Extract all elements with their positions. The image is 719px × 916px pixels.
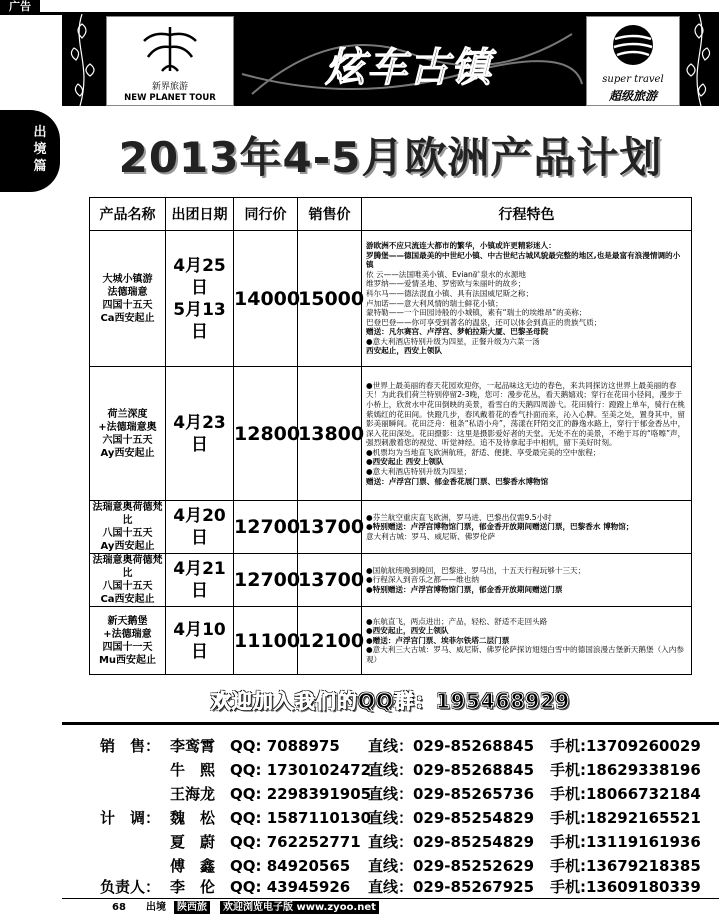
itinerary-cell [362,501,692,554]
section-side-tab [0,110,60,192]
table-row [90,231,692,367]
contact-name: 夏 蔚 [170,833,216,851]
header-departure-date: 出团日期 [166,198,234,231]
peer-price-cell: 12800 [234,367,298,501]
footer-brand: 陕西旅 [174,901,210,914]
contact-name: 李 伦 [170,878,216,896]
product-name-line: 新天鹅堡 [107,615,148,627]
contact-phone-line: 直线：029-85265736 [368,785,535,803]
contact-role: 销 售： [100,737,161,755]
product-name-cell [90,554,166,607]
departure-date-cell [166,367,234,501]
peer-price-cell: 12700 [234,501,298,554]
product-name-line: 八国十五天 [102,528,153,539]
sale-price-cell: 15000 [298,231,362,367]
itinerary-line: 赠送：凡尔赛宫、卢浮宫、梦帕拉斯大厦、巴黎圣母院 [366,327,549,337]
contact-row [62,875,719,900]
contact-row [62,782,719,807]
product-name-line: Ca西安起止 [100,312,155,324]
ad-tag: 广告 [0,0,40,14]
sale-price-cell: 13800 [298,367,362,501]
contact-mobile: 手机:18066732184 [550,785,701,803]
product-name-cell [90,607,166,675]
departure-date-cell [166,231,234,367]
contact-role: 负责人： [100,878,161,896]
departure-date: 4月20日 [173,506,226,548]
sale-price-cell: 13700 [298,501,362,554]
product-name-line: 六国十五天 [102,434,153,446]
product-table [89,197,692,675]
contact-mobile: 手机:13119161936 [550,833,701,851]
itinerary-line: ●世界上最美丽的春天花园欢迎你，一起品味这无边的春色，来共同探访这世界上最美丽的春天！为此我们荷兰特别停留2-3晚，您可：漫步花丛，看天鹅嬉戏；穿行在花田小径间，漫步于小桥上，欣赏水中花田倒映的美景，看雪白的天鹅四周游弋。花田骑行：蹬蹬上单车，骑行在桃紫嫣红的花田间。快蹬几步，春风戴着花的香气扑面而来，沁入心脾。至美之处，置身其中，留影美丽瞬间。花田泛舟：租条“私语小舟”，荡漾在阡陌交汇的静逸水路上，穿行于郁金香丛中，深入花田深处。花田摄影：这里是摄影爱好者的天堂。无处不在的美景，不绝于耳的“咯嚓”声，强烈刺激着您的视觉、听觉神经。追不及待拿起手中相机，留下美好时刻。 [366,380,686,448]
peer-price-cell: 11100 [234,607,298,675]
itinerary-line: ●意大利酒店特别升级为四星，正餐升级为六菜一汤 [366,336,540,346]
product-name-line: 法德瑞意 [107,286,148,298]
contact-divider [62,722,719,725]
contact-qq: QQ: 1587110130 [230,809,372,827]
header-itinerary: 行程特色 [362,198,692,231]
contact-name: 魏 松 [170,809,216,827]
peer-price-cell: 14000 [234,231,298,367]
contact-name: 王海龙 [170,785,216,803]
product-name-line: 荷兰深度 [107,408,148,420]
product-name-line: Mu西安起止 [98,654,157,666]
product-name-line: +法德瑞意奥 [98,421,157,433]
product-name-cell [90,231,166,367]
product-name-line: 法瑞意奥荷德梵比 [92,502,163,526]
footer-section-label: 出境 [146,902,166,913]
itinerary-line: ●特别赠送：卢浮宫博物馆门票，郁金香开放期间赠送门票，巴黎香水 博物馆； [366,522,634,532]
itinerary-line: ●西安起止，西安上领队 [366,626,449,636]
contact-qq: QQ: 2298391905 [230,785,372,803]
table-row [90,607,692,675]
sale-price-cell: 12100 [298,607,362,675]
contact-mobile: 手机:13679218385 [550,857,701,875]
departure-date: 4月25日 [173,255,226,298]
product-name-line: Ay西安起止 [100,447,155,459]
departure-date-cell [166,554,234,607]
product-name-line: Ca西安起止 [100,594,155,605]
product-name-line: +法德瑞意 [103,628,152,640]
itinerary-line: ●东航直飞，两点进出；产品，轻松、舒适不走回头路 [366,616,548,626]
flower-pattern-left [62,14,102,106]
departure-date: 4月23日 [173,412,226,455]
banner-title: 炫车古镇 [325,45,493,91]
sale-price-cell: 13700 [298,554,362,607]
itinerary-line: 游欧洲不应只流连大都市的繁华，小镇或许更精彩迷人： [366,240,556,250]
product-name-line: 四国十一天 [102,641,153,653]
qq-group-banner: 欢迎加入我们的QQ群：195468929 [210,689,571,713]
itinerary-line: 依 云——法国唯美小镇、Evian矿泉水的水源地 [366,269,526,279]
product-name-cell [90,501,166,554]
new-planet-tour-logo [106,16,234,106]
contact-mobile: 手机:18292165521 [550,809,701,827]
contact-row [62,806,719,831]
contact-phone-line: 直线：029-85254829 [368,809,535,827]
logo-right-en: super travel [602,74,664,85]
contact-qq: QQ: 43945926 [230,878,351,896]
contact-qq: QQ: 7088975 [230,737,340,755]
itinerary-line: 科尔马——德法混血小镇、具有法国威尼斯之称； [366,288,534,298]
contact-mobile: 手机:13709260029 [550,737,701,755]
contact-qq: QQ: 84920565 [230,857,351,875]
table-row [90,554,692,607]
departure-date: 5月13日 [173,299,226,342]
header-sale-price: 销售价 [298,198,362,231]
contact-phone-line: 直线：029-85268845 [368,737,535,755]
page-footer [62,899,719,916]
product-name-line: 大城小镇游 [102,273,153,285]
header-product-name: 产品名称 [90,198,166,231]
header-banner [62,14,719,106]
itinerary-line: ●赠送：卢浮宫门票、埃菲尔铁塔二层门票 [366,635,510,645]
product-name-line: Ay西安起止 [100,541,155,552]
itinerary-line: 罗腾堡——德国最美的中世纪小镇、中古世纪古城风貌最完整的地区,也是最富有浪漫情调的小镇 [366,250,681,270]
product-name-line: 四国十五天 [102,299,153,311]
product-name-cell [90,367,166,501]
contact-qq: QQ: 1730102472 [230,761,372,779]
table-row [90,501,692,554]
footer-website-link[interactable]: 欢迎浏览电子版 www.zyoo.net [220,901,379,914]
logo-left-cn: 新界旅游 [151,82,188,92]
itinerary-cell [362,554,692,607]
contact-qq: QQ: 762252771 [230,833,361,851]
table-row [90,367,692,501]
contact-row [62,734,719,759]
table-header-row [90,198,692,231]
product-name-line: 八国十五天 [102,581,153,592]
page-number: 68 [112,902,126,913]
itinerary-line: ●意大利三大古城：罗马、威尼斯、佛罗伦萨探访翅翅白雪中的德国浪漫古堡新天鹅堡（入内参观） [366,645,684,664]
itinerary-line: 西安起止，西安上领队 [366,346,442,356]
logo-right-cn: 超级旅游 [608,89,657,103]
itinerary-cell [362,607,692,675]
itinerary-line: ●行程深入到音乐之都——维也纳 [366,575,479,585]
itinerary-line: 维罗纳——爱情圣地、罗密欧与朱丽叶的故乡； [366,279,526,289]
itinerary-line: 意大利古城：罗马、威尼斯、佛罗伦萨 [366,531,496,541]
departure-date-cell [166,607,234,675]
itinerary-line: 巴登巴登——你可享受到著名的温泉，还可以体会到真正的贵族气质； [366,317,602,327]
itinerary-line: 赠送：卢浮宫门票、郁金香花展门票、巴黎香水博物馆 [366,476,549,486]
peer-price-cell: 12700 [234,554,298,607]
banner-title-area [232,14,586,106]
itinerary-line: ●西安起止 西安上领队 [366,457,444,467]
header-peer-price: 同行价 [234,198,298,231]
logo-left-en: NEW PLANET TOUR [124,93,216,103]
contact-name: 傅 鑫 [170,857,216,875]
contact-phone-line: 直线：029-85267925 [368,878,535,896]
itinerary-cell [362,231,692,367]
contact-phone-line: 直线：029-85252629 [368,857,535,875]
itinerary-line: ●国航航班晚到晚回，巴黎进、罗马出，十五天行程玩够十三天； [366,565,586,575]
super-travel-logo [586,16,680,106]
itinerary-cell [362,367,692,501]
product-name-line: 法瑞意奥荷德梵比 [92,555,163,579]
side-tab-label: 出境篇 [33,125,47,174]
itinerary-line: 蒙特勒——一个田园诗般的小城镇，素有“瑞士的埃维昂”的美称； [366,308,587,318]
departure-date-cell [166,501,234,554]
itinerary-line: ●芬兰航空重庆直飞欧洲，罗马进、巴黎出仅需9.5小时 [366,512,552,522]
logo-globe-icon [611,23,655,67]
contact-phone-line: 直线：029-85254829 [368,833,535,851]
contact-mobile: 手机:13609180339 [550,878,701,896]
itinerary-line: ●特别赠送：卢浮宫博物馆门票，郁金香开放期间赠送门票 [366,584,563,594]
itinerary-line: 卢加诺——意大利风情的瑞士鲜花小镇； [366,298,503,308]
page-title: 2013年4-5月欧洲产品计划 [118,133,663,182]
departure-date: 4月10日 [173,619,226,662]
itinerary-line: ●意大利酒店特别升级为四星； [366,467,472,477]
contact-name: 李鸾霄 [170,737,216,755]
contact-mobile: 手机:18629338196 [550,761,701,779]
contact-row [62,758,719,783]
contact-phone-line: 直线：029-85268845 [368,761,535,779]
contact-role: 计 调： [100,809,161,827]
itinerary-line: ●机票均为当地直飞欧洲航班，舒适、便捷、享受最完美的空中旅程； [366,447,601,457]
contact-name: 牛 熙 [170,761,216,779]
logo-emblem-icon [140,21,200,77]
flower-pattern-right [679,14,719,106]
departure-date: 4月21日 [173,559,226,601]
contact-row [62,830,719,855]
